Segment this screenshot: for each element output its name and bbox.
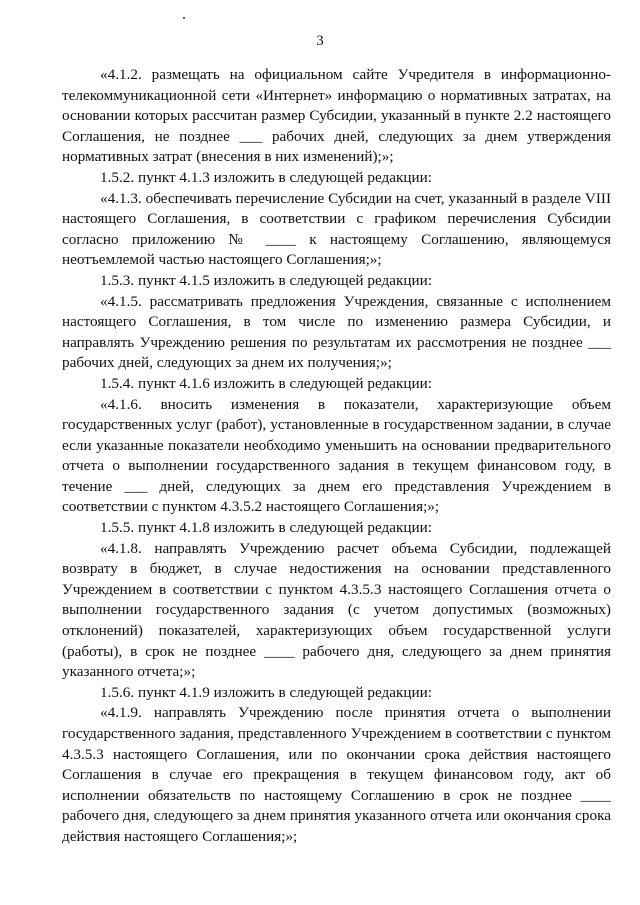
paragraph-4-1-6: «4.1.6. вносить изменения в показатели, характеризующие объем государственных услуг (работ), установленные в государственном задании, в случае если указанные показатели необходимо уменьшить на основании предварительного отчета о выполнении государственного задания в текущем финансовом году, в течение ___ дней, следующих за днем его представления Учреждением в соответствии с пунктом 4.3.5.2 настоящего Соглашения;»; <box>62 395 611 516</box>
paragraph-1-5-6: 1.5.6. пункт 4.1.9 изложить в следующей редакции: <box>100 683 432 701</box>
paragraph-1-5-2: 1.5.2. пункт 4.1.3 изложить в следующей редакции: <box>100 168 432 186</box>
paragraph-4-1-3: «4.1.3. обеспечивать перечисление Субсидии на счет, указанный в разделе VIII настоящего Соглашения, в соответствии с графиком перечисления Субсидии согласно приложению № ____ к настоящему Соглашению, являющемуся неотъемлемой частью настоящего Соглашения;»; <box>62 189 611 269</box>
paragraph-4-1-5: «4.1.5. рассматривать предложения Учреждения, связанные с исполнением настоящего Соглашения, в том числе по изменению размера Субсидии, и направлять Учреждению решения по результатам их рассмотрения не позднее ___ рабочих дней, следующих за днем их получения;»; <box>62 292 611 372</box>
paragraph-1-5-4: 1.5.4. пункт 4.1.6 изложить в следующей редакции: <box>100 374 432 392</box>
document-body <box>62 65 611 848</box>
paragraph-4-1-8: «4.1.8. направлять Учреждению расчет объема Субсидии, подлежащей возврату в бюджет, в случае недостижения на основании представленного Учреждением в соответствии с пунктом 4.3.5.3 настоящего Соглашения отчета о выполнении государственного задания (с учетом допустимых (возможных) отклонений) показателей, характеризующих объем государственной услуги (работы), в срок не позднее ____ рабочего дня, следующего за днем принятия указанного отчета;»; <box>62 539 611 681</box>
paragraph-1-5-5: 1.5.5. пункт 4.1.8 изложить в следующей редакции: <box>100 519 432 537</box>
page-number: 3 <box>316 33 324 49</box>
paragraph-1-5-3: 1.5.3. пункт 4.1.5 изложить в следующей редакции: <box>100 271 432 289</box>
paragraph-4-1-9: «4.1.9. направлять Учреждению после принятия отчета о выполнении государственного задания, представленного Учреждением в соответствии с пунктом 4.3.5.3 настоящего Соглашения, или по окончании срока действия настоящего Соглашения в случае его прекращения в текущем финансовом году, акт об исполнении обязательств по настоящему Соглашению в срок не позднее ____ рабочего дня, следующего за днем принятия указанного отчета или окончания срока действия настоящего Соглашения;»; <box>62 704 611 845</box>
scan-speck <box>183 17 185 19</box>
paragraph-4-1-2: «4.1.2. размещать на официальном сайте Учредителя в информационно-телекоммуникационной сети «Интернет» информацию о нормативных затратах, на основании которых рассчитан размер Субсидии, указанный в пункте 2.2 настоящего Соглашения, не позднее ___ рабочих дней, следующих за днем утверждения нормативных затрат (внесения в них изменений);»; <box>62 66 611 166</box>
